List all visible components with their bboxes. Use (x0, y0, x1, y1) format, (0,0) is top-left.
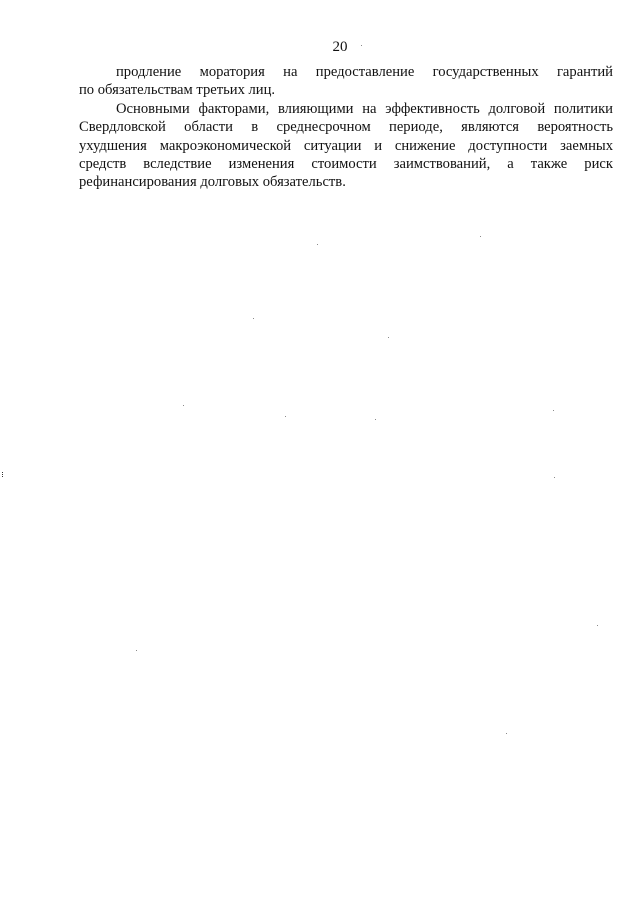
scan-speck (183, 405, 184, 406)
scan-speck (253, 318, 254, 319)
scan-speck (375, 419, 376, 420)
scan-speck (554, 477, 555, 478)
text-line: Основными факторами, влияющими на эффективность долговой политики (116, 100, 613, 117)
text-line: средств вследствие изменения стоимости заимствований, а также риск (79, 156, 613, 173)
scan-speck (317, 244, 318, 245)
body-text (79, 63, 613, 192)
text-line: ухудшения макроэкономической ситуации и снижение доступности заемных (79, 137, 613, 154)
paragraph-risk-factors (79, 100, 613, 192)
text-line: по обязательствам третьих лиц. (79, 82, 276, 99)
scan-speck (285, 416, 286, 417)
scan-speck (553, 410, 554, 411)
scan-speck (136, 650, 137, 651)
scan-speck (361, 45, 362, 46)
paragraph-continuation (79, 63, 613, 100)
scan-speck (388, 337, 389, 338)
scan-speck (506, 733, 507, 734)
text-line: продление моратория на предоставление государственных гарантий (116, 64, 613, 80)
scan-speck (597, 625, 598, 626)
scan-speck (480, 236, 481, 237)
text-line: рефинансирования долговых обязательств. (79, 174, 346, 191)
page-number: 20 (332, 39, 348, 55)
text-line: Свердловской области в среднесрочном периоде, являются вероятность (79, 119, 613, 136)
scan-edge-mark (2, 472, 5, 477)
